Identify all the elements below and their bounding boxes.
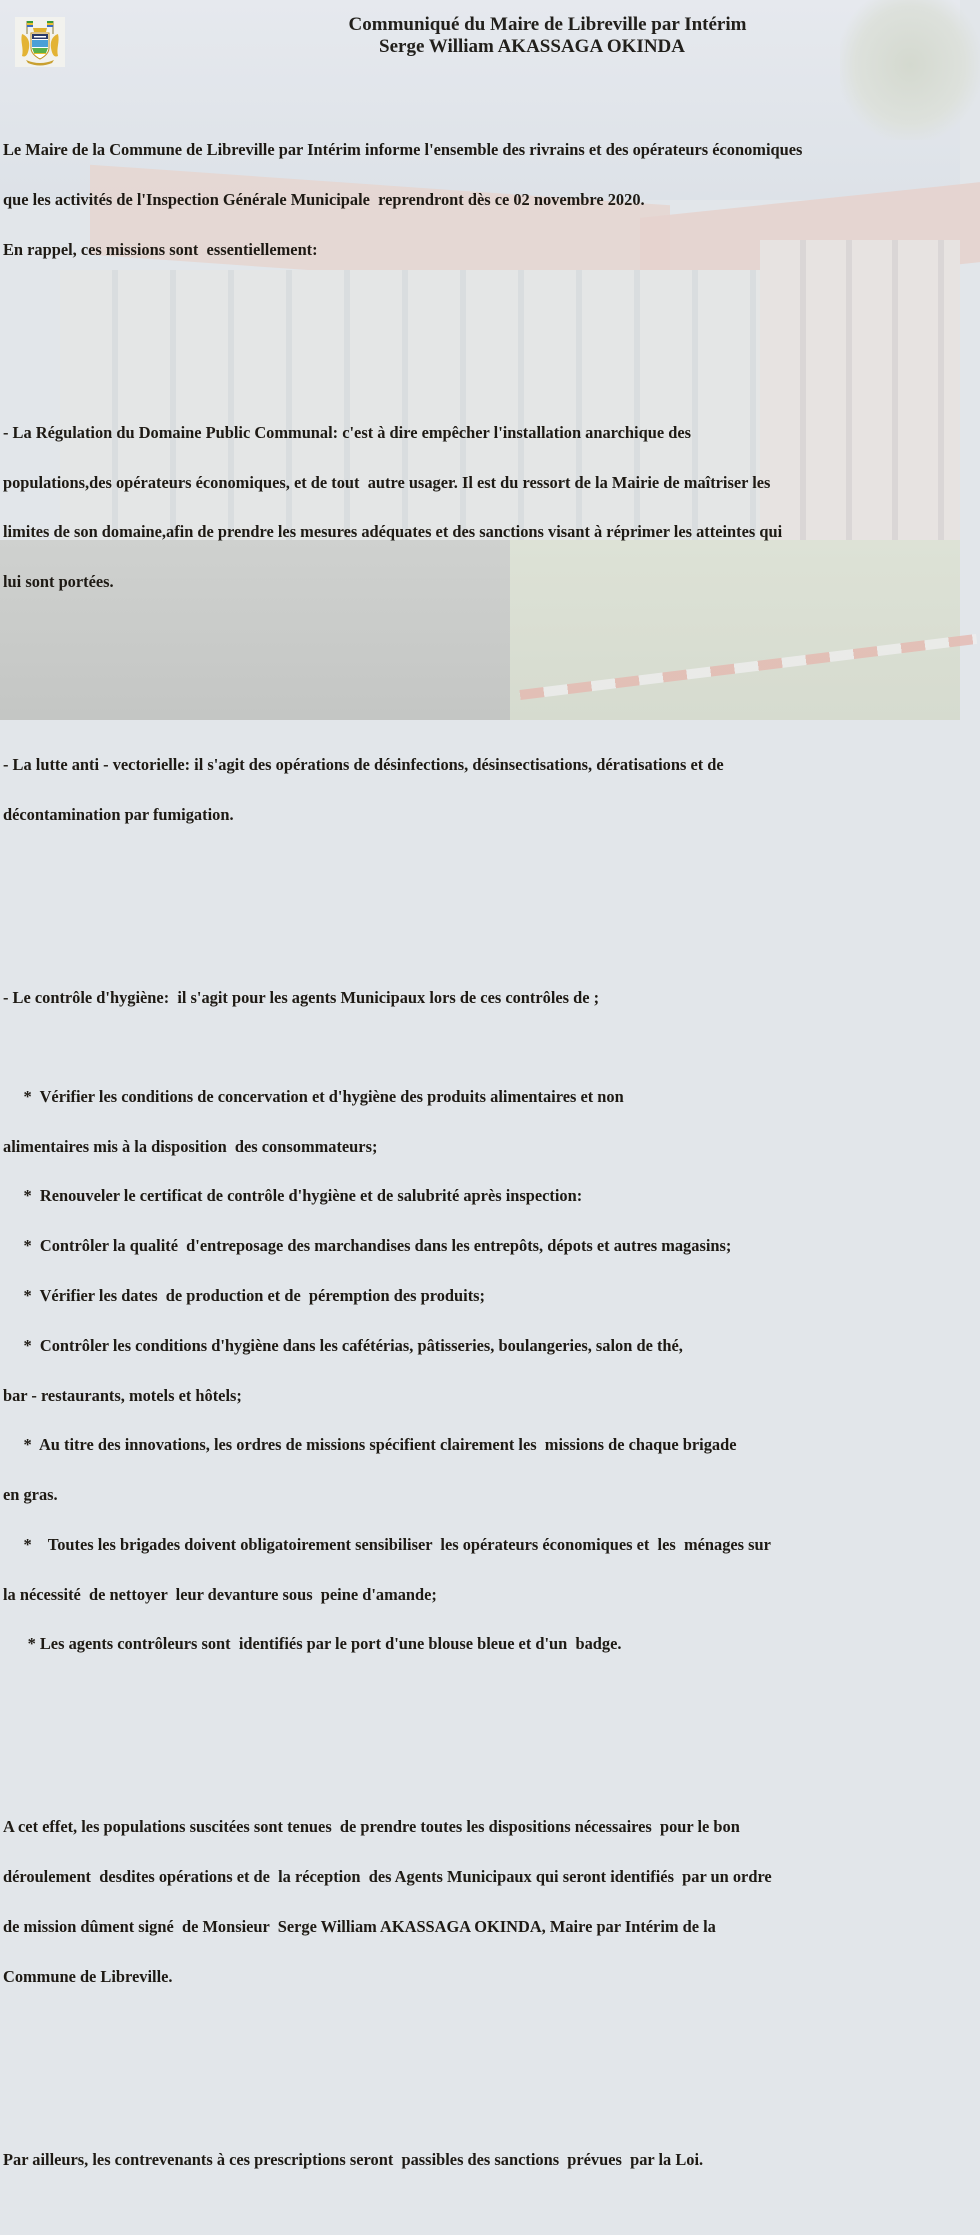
closing-line: Commune de Libreville. [3,1966,173,1986]
hygiene-item: * Contrôler les conditions d'hygiène dans les cafétérias, pâtisseries, boulangeries, salon de thé, [3,1335,683,1355]
intro-line: En rappel, ces missions sont essentiellement: [3,239,318,259]
intro-line: Le Maire de la Commune de Libreville par Intérim informe l'ensemble des rivrains et des opérateurs économiques [3,140,803,160]
hygiene-item: * Vérifier les dates de production et de péremption des produits; [3,1285,486,1305]
hygiene-item: * Contrôler la qualité d'entreposage des marchandises dans les entrepôts, dépots et autres magasins; [3,1236,732,1256]
closing-sanctions-paragraph [3,2118,963,2201]
hygiene-item: * Les agents contrôleurs sont identifiés par le port d'une blouse bleue et d'un badge. [3,1634,622,1654]
hygiene-item: alimentaires mis à la disposition des consommateurs; [3,1136,378,1156]
regulation-line: populations,des opérateurs économiques, et de tout autre usager. Il est du ressort de la Mairie de maîtriser les [3,472,771,492]
regulation-line: - La Régulation du Domaine Public Communal: c'est à dire empêcher l'installation anarchique des [3,422,691,442]
title-line-2-mayor-name: Serge William AKASSAGA OKINDA [379,36,685,57]
closing-effet-paragraph [3,1786,963,2018]
intro-line: que les activités de l'Inspection Générale Municipale reprendront dès ce 02 novembre 2020. [3,190,645,210]
regulation-line: limites de son domaine,afin de prendre les mesures adéquates et des sanctions visant à réprimer les atteintes qui [3,522,783,542]
lutte-line: décontamination par fumigation. [3,804,234,824]
hygiene-item: * Renouveler le certificat de contrôle d'hygiène et de salubrité après inspection: [3,1186,583,1206]
hygiene-item: bar - restaurants, motels et hôtels; [3,1385,242,1405]
communique-title [0,14,960,58]
closing-line: déroulement desdites opérations et de la réception des Agents Municipaux qui seront identifiés par un ordre [3,1867,772,1887]
lutte-line: - La lutte anti - vectorielle: il s'agit des opérations de désinfections, désinsectisations, dératisations et de [3,755,724,775]
hygiene-item: * Vérifier les conditions de concervation et d'hygiène des produits alimentaires et non [3,1086,624,1106]
hygiene-heading: - Le contrôle d'hygiène: il s'agit pour les agents Municipaux lors de ces contrôles de ; [3,987,600,1007]
sanctions-line: Par ailleurs, les contrevenants à ces prescriptions seront passibles des sanctions prévues par la Loi. [3,2149,704,2169]
closing-line: A cet effet, les populations suscitées sont tenues de prendre toutes les dispositions nécessaires pour le bon [3,1817,740,1837]
mission-regulation-paragraph [3,392,963,624]
intro-paragraph [3,109,963,292]
mission-lutte-paragraph [3,724,963,857]
mission-hygiene-paragraph [3,957,963,1687]
regulation-line: lui sont portées. [3,572,114,592]
hygiene-item: en gras. [3,1485,58,1505]
hygiene-item: la nécessité de nettoyer leur devanture sous peine d'amande; [3,1584,437,1604]
title-line-1: Communiqué du Maire de Libreville par Intérim [348,14,747,35]
hygiene-item: * Toutes les brigades doivent obligatoirement sensibiliser les opérateurs économiques et les ménages sur [3,1534,771,1554]
hygiene-item: * Au titre des innovations, les ordres de missions spécifient clairement les missions de chaque brigade [3,1435,737,1455]
communique-body [3,76,963,2235]
closing-line: de mission dûment signé de Monsieur Serge William AKASSAGA OKINDA, Maire par Intérim de la [3,1916,716,1936]
